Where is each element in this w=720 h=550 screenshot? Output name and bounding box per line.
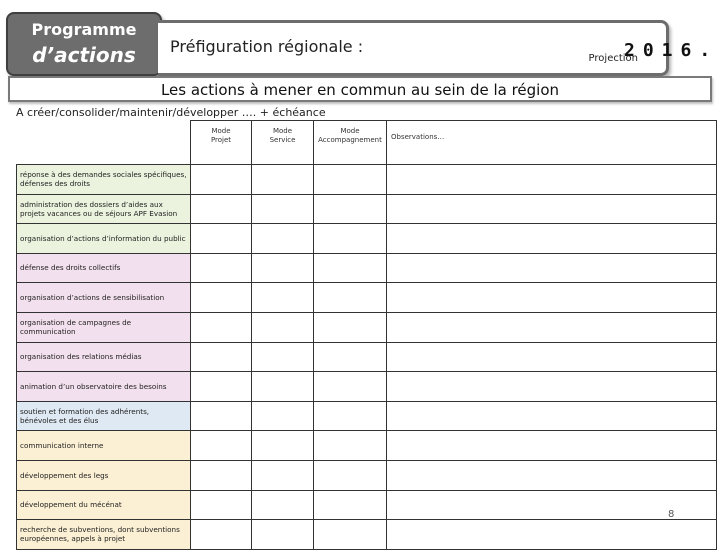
observations-cell[interactable] [387,312,717,342]
observations-cell[interactable] [387,431,717,461]
programme-title: Programme [31,20,137,39]
observations-cell[interactable] [387,372,717,402]
action-label: recherche de subventions, dont subventions européennes, appels à projet [17,520,191,550]
observations-cell[interactable] [387,460,717,490]
table-row [17,520,717,550]
projection-year: 2016. [624,40,719,61]
column-header-line1: Observations… [391,133,445,141]
prefiguration-title: Préfiguration régionale : [170,37,364,56]
observations-cell[interactable] [387,283,717,313]
column-header-line1: Mode [211,127,231,135]
mode-accompagnement-cell[interactable] [314,342,387,372]
table-row [17,372,717,402]
mode-accompagnement-cell[interactable] [314,283,387,313]
column-header-line2: Projet [210,135,232,144]
mode-service-cell[interactable] [252,165,314,195]
observations-cell[interactable] [387,194,717,224]
mode-service-cell[interactable] [252,490,314,520]
column-header-mode-projet [191,121,252,165]
mode-service-cell[interactable] [252,312,314,342]
mode-projet-cell[interactable] [191,431,252,461]
table-row [17,431,717,461]
action-label: administration des dossiers d’aides aux projets vacances ou de séjours APF Evasion [17,194,191,224]
table-row [17,342,717,372]
mode-accompagnement-cell[interactable] [314,431,387,461]
column-header-line2: Accompagnement [318,135,382,144]
table-row [17,253,717,283]
mode-service-cell[interactable] [252,283,314,313]
table-header-row [17,121,717,165]
subtitle-instruction: A créer/consolider/maintenir/développer …. + échéance [16,106,326,119]
action-label: réponse à des demandes sociales spécifiques, défenses des droits [17,165,191,195]
mode-accompagnement-cell[interactable] [314,520,387,550]
mode-projet-cell[interactable] [191,372,252,402]
action-label: communication interne [17,431,191,461]
mode-service-cell[interactable] [252,460,314,490]
action-label: développement des legs [17,460,191,490]
mode-service-cell[interactable] [252,194,314,224]
mode-projet-cell[interactable] [191,283,252,313]
mode-accompagnement-cell[interactable] [314,460,387,490]
mode-service-cell[interactable] [252,253,314,283]
table-row [17,460,717,490]
mode-projet-cell[interactable] [191,224,252,254]
action-label: développement du mécénat [17,490,191,520]
action-label: défense des droits collectifs [17,253,191,283]
action-label: organisation d’actions de sensibilisation [17,283,191,313]
observations-cell[interactable] [387,253,717,283]
mode-service-cell[interactable] [252,372,314,402]
mode-accompagnement-cell[interactable] [314,312,387,342]
actions-title: d’actions [32,43,136,67]
column-header-mode-accompagnement [314,121,387,165]
observations-cell[interactable] [387,342,717,372]
programme-actions-box [6,12,162,76]
action-label: soutien et formation des adhérents, bénévoles et des élus [17,401,191,431]
mode-service-cell[interactable] [252,520,314,550]
mode-projet-cell[interactable] [191,342,252,372]
column-header-line1: Mode [272,127,293,135]
header-empty-cell [17,121,191,165]
mode-service-cell[interactable] [252,431,314,461]
observations-cell[interactable] [387,490,717,520]
action-label: organisation d’actions d’information du public [17,224,191,254]
page-number: 8 [668,509,675,520]
mode-projet-cell[interactable] [191,490,252,520]
mode-accompagnement-cell[interactable] [314,253,387,283]
mode-service-cell[interactable] [252,342,314,372]
mode-accompagnement-cell[interactable] [314,194,387,224]
banner-title: Les actions à mener en commun au sein de la région [160,81,560,99]
action-label: animation d’un observatoire des besoins [17,372,191,402]
table-row [17,165,717,195]
mode-projet-cell[interactable] [191,520,252,550]
prefiguration-header [158,20,669,76]
projection-label: Projection [588,53,638,64]
column-header-mode-service [252,121,314,165]
mode-projet-cell[interactable] [191,312,252,342]
action-label: organisation de campagnes de communication [17,312,191,342]
observations-cell[interactable] [387,520,717,550]
mode-projet-cell[interactable] [191,401,252,431]
column-header-line1: Mode [340,127,360,135]
table-row [17,312,717,342]
mode-projet-cell[interactable] [191,165,252,195]
mode-accompagnement-cell[interactable] [314,165,387,195]
mode-projet-cell[interactable] [191,460,252,490]
column-header-line2: Service [269,135,296,144]
table-row [17,283,717,313]
actions-table [16,120,717,550]
mode-accompagnement-cell[interactable] [314,401,387,431]
action-label: organisation des relations médias [17,342,191,372]
table-row [17,401,717,431]
mode-projet-cell[interactable] [191,194,252,224]
mode-service-cell[interactable] [252,224,314,254]
observations-cell[interactable] [387,401,717,431]
observations-cell[interactable] [387,224,717,254]
mode-accompagnement-cell[interactable] [314,372,387,402]
table-row [17,490,717,520]
mode-service-cell[interactable] [252,401,314,431]
column-header-observations [387,121,717,165]
observations-cell[interactable] [387,165,717,195]
mode-accompagnement-cell[interactable] [314,490,387,520]
table-row [17,194,717,224]
table-row [17,224,717,254]
section-banner [8,76,712,102]
mode-accompagnement-cell[interactable] [314,224,387,254]
mode-projet-cell[interactable] [191,253,252,283]
